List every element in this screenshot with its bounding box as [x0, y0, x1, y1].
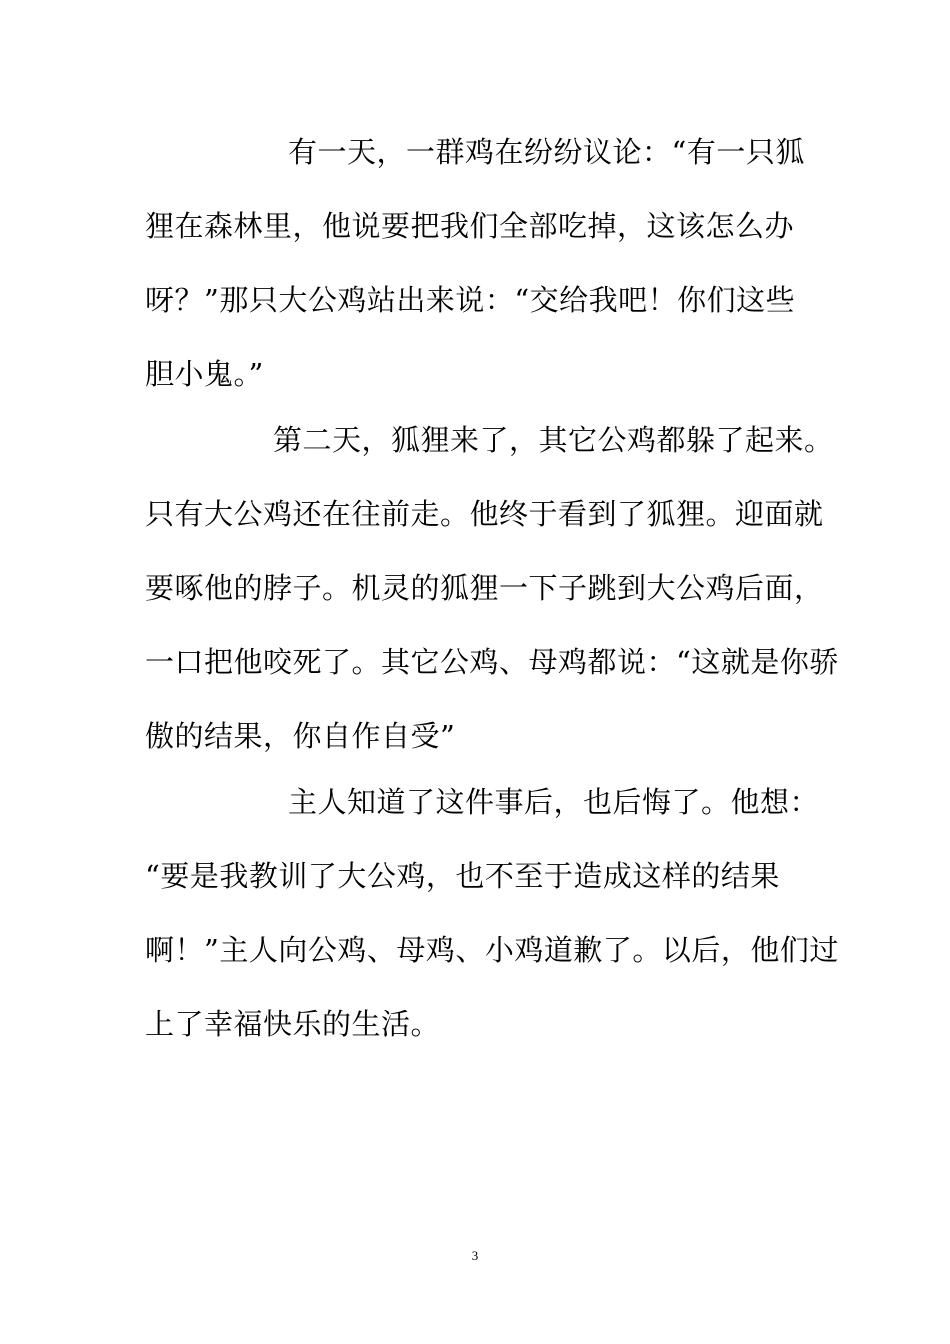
paragraph-2-line-3: 要啄他的脖子。机灵的狐狸一下子跳到大公鸡后面， [145, 571, 824, 605]
paragraph-1-line-3: 呀？”那只大公鸡站出来说：“交给我吧！你们这些 [145, 283, 796, 317]
paragraph-2-line-5: 傲的结果，你自作自受” [145, 719, 456, 753]
paragraph-1-line-2: 狸在森林里，他说要把我们全部吃掉，这该怎么办 [145, 209, 795, 243]
paragraph-3-line-2: “要是我教训了大公鸡，也不至于造成这样的结果 [145, 859, 780, 893]
page-number: 3 [471, 1248, 479, 1263]
paragraph-1-line-4: 胆小鬼。” [145, 357, 264, 391]
paragraph-3-line-3: 啊！”主人向公鸡、母鸡、小鸡道歉了。以后，他们过 [145, 933, 839, 967]
paragraph-3-line-4: 上了幸福快乐的生活。 [145, 1007, 441, 1041]
paragraph-1-line-1: 有一天，一群鸡在纷纷议论：“有一只狐 [288, 135, 805, 169]
paragraph-2-line-2: 只有大公鸡还在往前走。他终于看到了狐狸。迎面就 [145, 497, 824, 531]
paragraph-3-line-1: 主人知道了这件事后，也后悔了。他想： [288, 785, 820, 819]
paragraph-2-line-4: 一口把他咬死了。其它公鸡、母鸡都说：“这就是你骄 [145, 645, 839, 679]
paragraph-2-line-1: 第二天，狐狸来了，其它公鸡都躲了起来。 [273, 423, 834, 457]
